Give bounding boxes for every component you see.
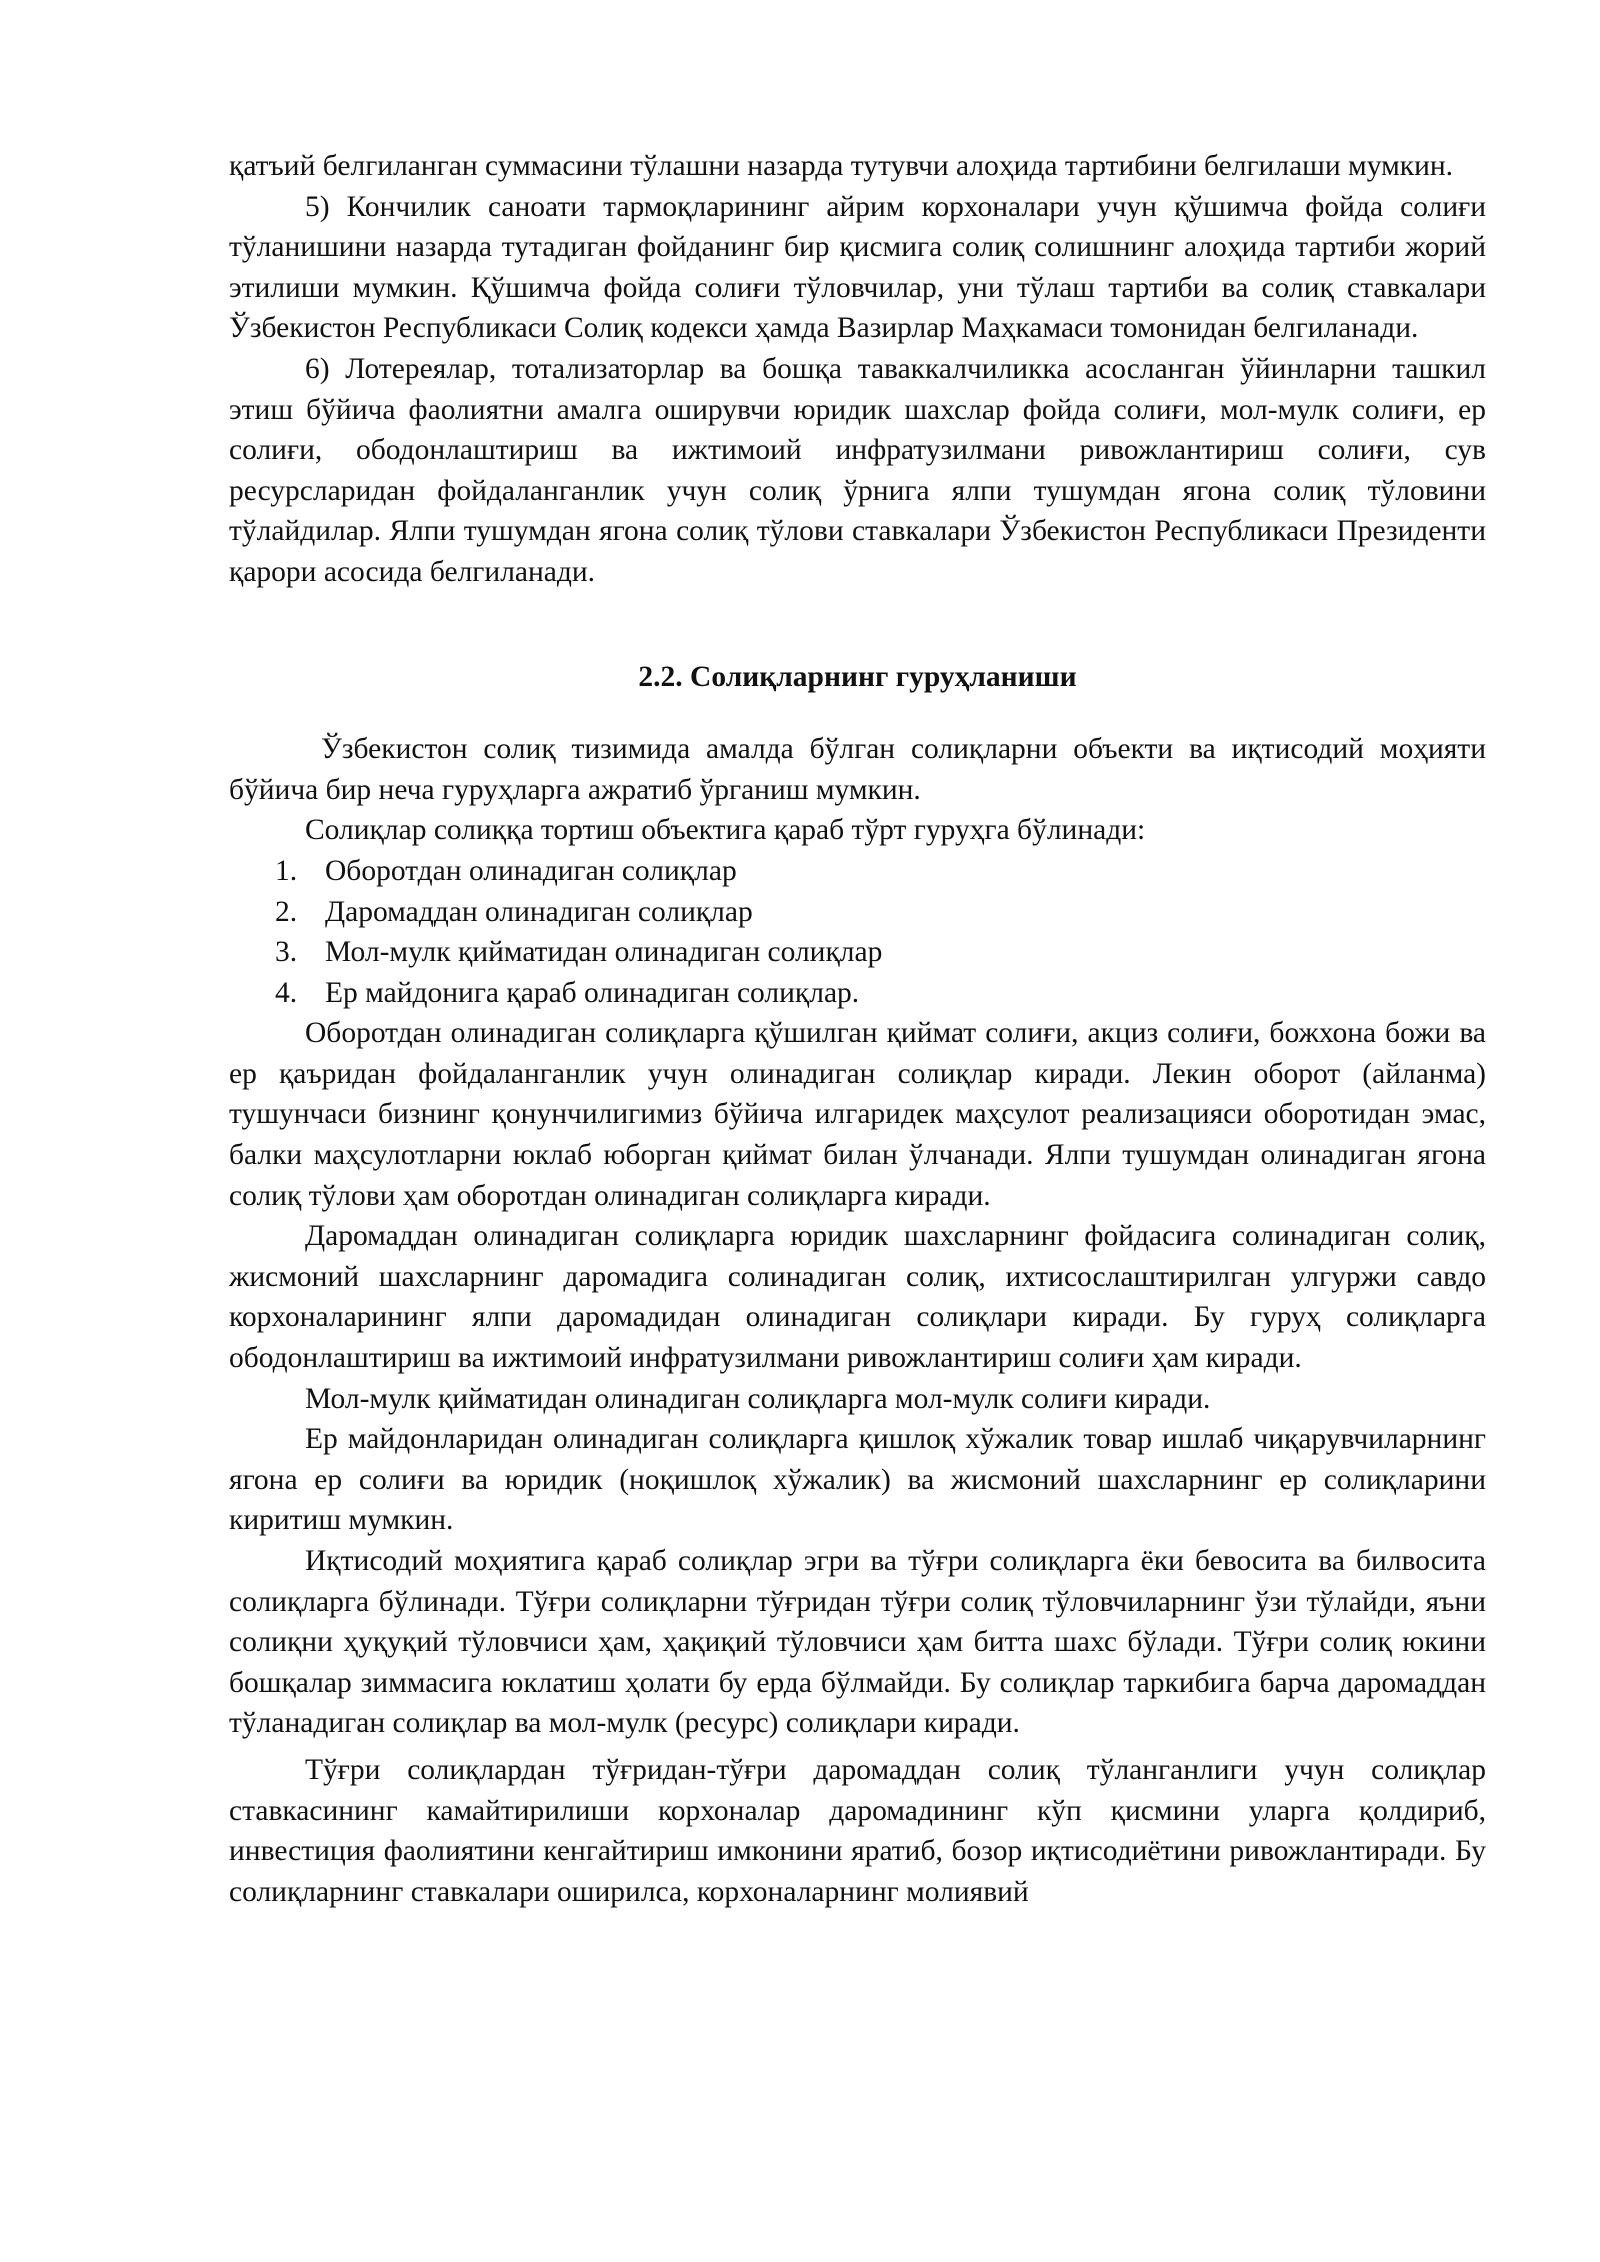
list-item — [229, 851, 1486, 892]
paragraph-item-6: 6) Лотереялар, тотализаторлар ва бошқа таваккалчиликка асосланган ўйинларни ташкил этиш бўйича фаолиятни амалга оширувчи юридик шахслар фойда солиғи, мол-мулк солиғи, ер солиғи, ободонлаштириш ва ижтимоий инфратузилмани ривожлантириш солиғи, сув ресурсларидан фойдаланганлик учун солиқ ўрнига ялпи тушумдан ягона солиқ тўловини тўлайдилар. Ялпи тушумдан ягона солиқ тўлови ставкалари Ўзбекистон Республикаси Президенти қарори асосида белгиланади. — [229, 352, 1486, 588]
paragraph-turnover-taxes: Оборотдан олинадиган солиқларга қўшилган қиймат солиғи, акциз солиғи, божхона божи ва ер қаъридан фойдаланганлик учун олинадиган солиқлар киради. Лекин оборот (айланма) тушунчаси бизнинг қонунчилигимиз бўйича илгаридек маҳсулот реализацияси оборотидан эмас, балки маҳсулотларни юклаб юборган қиймат билан ўлчанади. Ялпи тушумдан олинадиган ягона солиқ тўлови ҳам оборотдан олинадиган солиқларга киради. — [229, 1017, 1486, 1212]
document-page — [229, 146, 1486, 1912]
paragraph-item-5: 5) Кончилик саноати тармоқларининг айрим корхоналари учун қўшимча фойда солиғи тўланишини назарда тутадиган фойданинг бир қисмига солиқ солишнинг алоҳида тартиби жорий этилиши мумкин. Қўшимча фойда солиғи тўловчилар, уни тўлаш тартиби ва солиқ ставкалари Ўзбекистон Республикаси Солиқ кодекси ҳамда Вазирлар Маҳкамаси томонидан белгиланади. — [229, 190, 1486, 345]
paragraph-land-taxes: Ер майдонларидан олинадиган солиқларга қишлоқ хўжалик товар ишлаб чиқарувчиларнинг ягона ер солиғи ва юридик (ноқишлоқ хўжалик) ва жисмоний шахсларнинг ер солиқларини киритиш мумкин. — [229, 1423, 1486, 1537]
paragraph-income-taxes: Даромаддан олинадиган солиқларга юридик шахсларнинг фойдасига солинадиган солиқ, жисмоний шахсларнинг даромадига солинадиган солиқ, ихтисослаштирилган улгуржи савдо корхоналарининг ялпи даромадидан олинадиган солиқлари киради. Бу гуруҳ солиқларга ободонлаштириш ва ижтимоий инфратузилмани ривожлантириш солиғи ҳам киради. — [229, 1220, 1486, 1375]
list-number: 1. — [275, 854, 298, 887]
list-number: 4. — [275, 976, 298, 1009]
list-item-text: Оборотдан олинадиган солиқлар — [325, 854, 737, 887]
paragraph-property-taxes: Мол-мулк қийматидан олинадиган солиқларга мол-мулк солиғи киради. — [305, 1382, 1211, 1415]
list-item — [229, 932, 1486, 973]
list-item-text: Даромаддан олинадиган солиқлар — [325, 895, 753, 928]
paragraph-direct-taxes-effect: Тўғри солиқлардан тўғридан-тўғри даромаддан солиқ тўланганлиги учун солиқлар ставкасининг камайтирилиши корхоналар даромадининг кўп қисмини уларга қолдириб, инвестиция фаолиятини кенгайтириш имконини яратиб, бозор иқтисодиётини ривожлантиради. Бу солиқларнинг ставкалари оширилса, корхоналарнинг молиявий — [229, 1753, 1486, 1908]
paragraph-direct-indirect-taxes: Иқтисодий моҳиятига қараб солиқлар эгри ва тўғри солиқларга ёки бевосита ва билвосита солиқларга бўлинади. Тўғри солиқларни тўғридан тўғри солиқ тўловчиларнинг ўзи тўлайди, яъни солиқни ҳуқуқий тўловчиси ҳам, ҳақиқий тўловчиси ҳам битта шахс бўлади. Тўғри солиқ юкини бошқалар зиммасига юклатиш ҳолати бу ерда бўлмайди. Бу солиқлар таркибига барча даромаддан тўланадиган солиқлар ва мол-мулк (ресурс) солиқлари киради. — [229, 1545, 1486, 1740]
section-heading: 2.2. Солиқларнинг гуруҳланиши — [638, 660, 1077, 693]
list-item — [229, 973, 1486, 1014]
list-intro: Солиқлар солиққа тортиш объектига қараб тўрт гуруҳга бўлинади: — [305, 814, 1146, 847]
intro-paragraph: Ўзбекистон солиқ тизимида амалда бўлган солиқларни объекти ва иқтисодий моҳияти бўйича бир неча гуруҳларга ажратиб ўрганиш мумкин. — [229, 733, 1486, 806]
list-item — [229, 892, 1486, 933]
list-number: 2. — [275, 895, 298, 928]
list-item-text: Мол-мулк қийматидан олинадиган солиқлар — [325, 936, 883, 969]
tax-group-list — [229, 851, 1486, 1013]
list-item-text: Ер майдонига қараб олинадиган солиқлар. — [325, 976, 860, 1009]
list-number: 3. — [275, 936, 298, 969]
paragraph-continuation: қатъий белгиланган суммасини тўлашни назарда тутувчи алоҳида тартибини белгилаши мумкин. — [229, 150, 1454, 182]
